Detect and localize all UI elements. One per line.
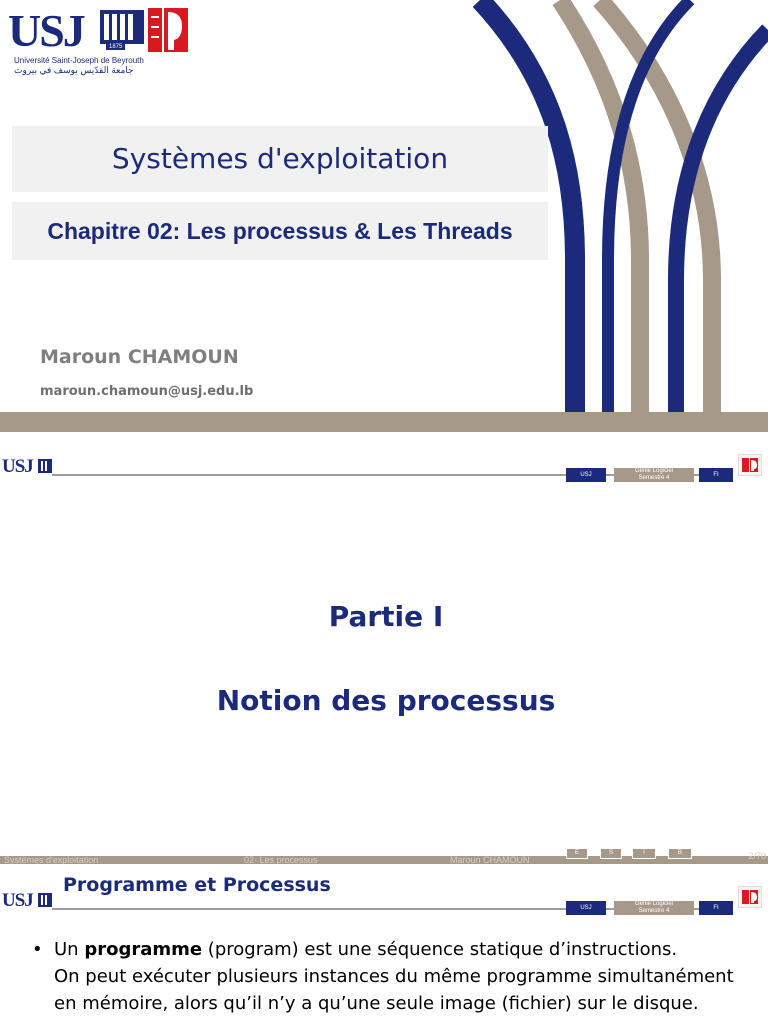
header-pill-usj-2: USJ [566,901,606,915]
usj-mini-building-icon-2 [38,893,52,907]
footer-chapter: 02- Les processus [244,855,318,864]
usj-building-icon [100,10,144,44]
content-slide [0,864,768,1024]
author-name: Maroun CHAMOUN [40,346,239,368]
section-slide [0,432,768,864]
bullet-item: • Un programme (program) est une séquence statique d’instructions. On peut exécuter plusieurs instances du même programme simultanément en mémoire, alors qu’il n’y a qu’une seule image (fichier) sur le disque. [32,936,762,1017]
header-pill-usj: USJ [566,468,606,482]
usj-subtitle-arabic: جامعة القدّيس يوسف في بيروت [14,65,134,75]
footer-box-e: E [566,848,588,859]
footer-course: Systèmes d'exploitation [4,855,99,864]
corner-emblem-icon [738,454,762,476]
title-slide [0,0,768,432]
red-emblem-icon [148,4,188,52]
footer-band [0,412,768,432]
footer-boxes [0,850,768,864]
header-pill-fi: FI [699,468,733,482]
bullet-line-2: On peut exécuter plusieurs instances du même programme simultanément [54,966,734,987]
footer-author: Maroun CHAMOUN [450,855,530,864]
usj-subtitle: Université Saint-Joseph de Beyrouth [14,56,144,65]
usj-header-logo-2: USJ [2,890,33,911]
bullet-dot-icon: • [32,939,43,960]
part-title: Partie I [328,600,444,633]
part-subtitle: Notion des processus [216,684,556,717]
author-email: maroun.chamoun@usj.edu.lb [40,384,254,399]
usj-year: 1875 [106,44,125,50]
term-programme: programme [84,939,203,960]
header-pill-fi-2: FI [699,901,733,915]
usj-logo-word: USJ [8,5,84,56]
corner-emblem-icon-2 [738,886,762,908]
slide-title: Systèmes d'exploitation [111,142,449,175]
footer-box-b: B [668,848,692,859]
slide-heading: Programme et Processus [63,874,331,896]
bullet-line-3: en mémoire, alors qu’il n’y a qu’une seule image (fichier) sur le disque. [54,993,699,1014]
footer-box-s: S [600,848,622,859]
usj-mini-building-icon [38,459,52,473]
footer-box-i: I [632,848,656,859]
header-pill-program: Genie Logiciel Semestre 4 [614,468,694,482]
chapter-title: Chapitre 02: Les processus & Les Threads [47,218,513,244]
usj-header-logo: USJ [2,456,33,477]
footer-page-number: 2/70 [748,851,766,861]
header-pill-program-2: Genie Logiciel Semestre 4 [614,901,694,915]
